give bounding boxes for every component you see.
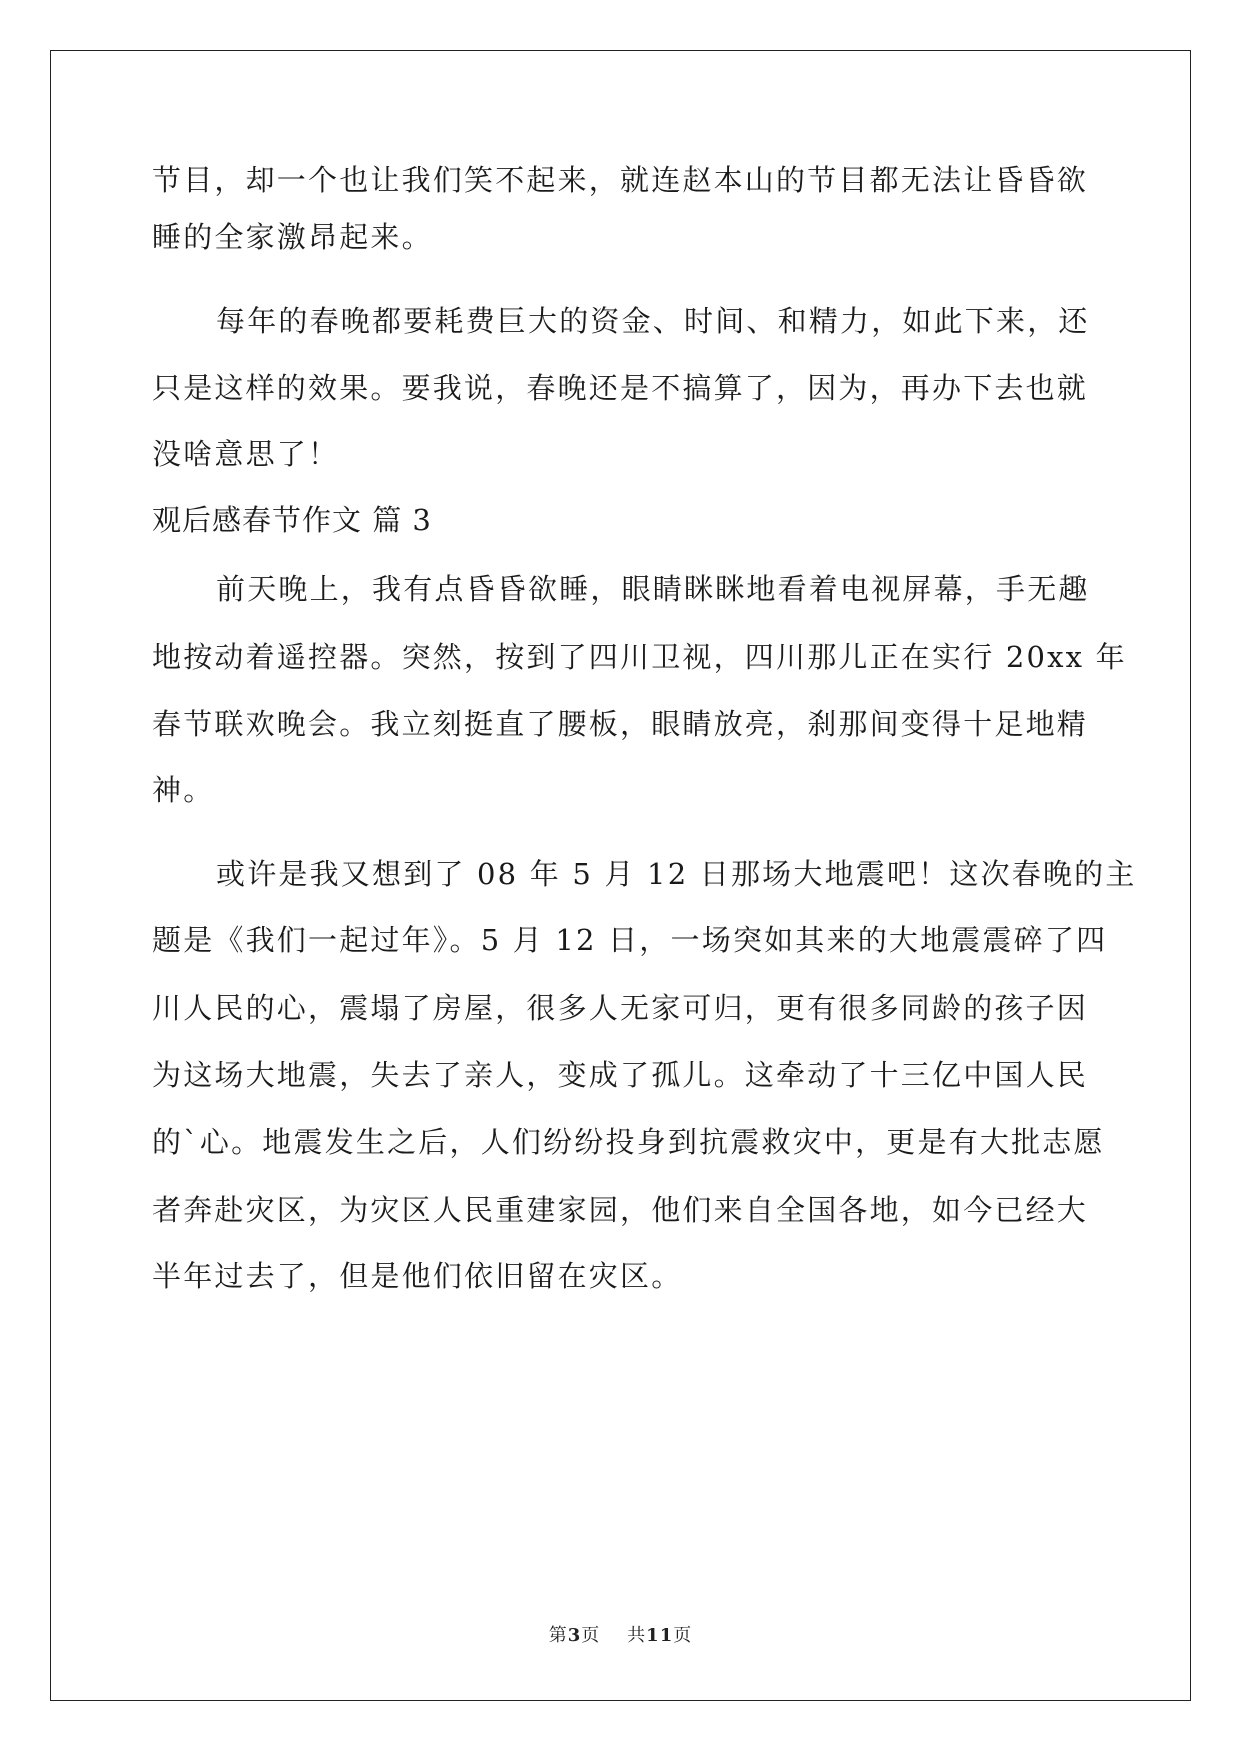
page-footer: [0, 1624, 1241, 1648]
text-line: 春节联欢晚会。我立刻挺直了腰板，眼睛放亮，刹那间变得十足地精: [152, 707, 1089, 741]
current-page-number: 3: [567, 1625, 582, 1646]
text-line: 地按动着遥控器。突然，按到了四川卫视，四川那儿正在实行 20xx 年: [152, 640, 1127, 674]
text-line: 神。: [152, 773, 215, 807]
section-heading: 观后感春节作文 篇 3: [152, 503, 432, 537]
text-line: 只是这样的效果。要我说，春晚还是不搞算了，因为，再办下去也就: [152, 371, 1089, 405]
footer-middle: 页 共: [581, 1625, 647, 1646]
text-line: 节目，却一个也让我们笑不起来，就连赵本山的节目都无法让昏昏欲: [152, 163, 1089, 197]
text-line: 的`心。地震发生之后，人们纷纷投身到抗震救灾中，更是有大批志愿: [152, 1125, 1105, 1159]
text-line: 川人民的心，震塌了房屋，很多人无家可归，更有很多同龄的孩子因: [152, 991, 1089, 1025]
footer-suffix: 页: [673, 1625, 693, 1646]
text-line: 半年过去了，但是他们依旧留在灾区。: [152, 1259, 683, 1293]
paragraph-first-line: 前天晚上，我有点昏昏欲睡，眼睛眯眯地看着电视屏幕，手无趣: [216, 572, 1090, 606]
total-page-count: 11: [646, 1625, 674, 1646]
paragraph-first-line: 每年的春晚都要耗费巨大的资金、时间、和精力，如此下来，还: [216, 304, 1090, 338]
text-line: 者奔赴灾区，为灾区人民重建家园，他们来自全国各地，如今已经大: [152, 1193, 1089, 1227]
text-line: 没啥意思了！: [152, 437, 340, 471]
text-line: 题是《我们一起过年》。5 月 12 日，一场突如其来的大地震震碎了四: [152, 923, 1108, 957]
paragraph-first-line: 或许是我又想到了 08 年 5 月 12 日那场大地震吧！这次春晚的主: [216, 857, 1137, 891]
footer-prefix: 第: [548, 1625, 568, 1646]
text-line: 睡的全家激昂起来。: [152, 220, 433, 254]
text-line: 为这场大地震，失去了亲人，变成了孤儿。这牵动了十三亿中国人民: [152, 1058, 1089, 1092]
